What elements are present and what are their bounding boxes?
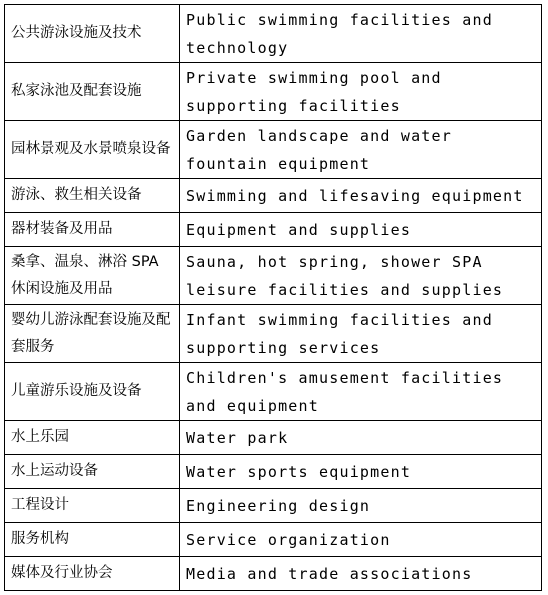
table-row <box>5 489 542 523</box>
category-english: Water park <box>180 421 542 455</box>
category-english: Water sports equipment <box>180 455 542 489</box>
category-english: Private swimming pool and supporting facilities <box>180 63 542 121</box>
table-row <box>5 421 542 455</box>
category-chinese: 园林景观及水景喷泉设备 <box>5 121 180 179</box>
category-chinese: 公共游泳设施及技术 <box>5 5 180 63</box>
category-english: Service organization <box>180 523 542 557</box>
category-english: Infant swimming facilities and supporting services <box>180 305 542 363</box>
category-chinese: 私家泳池及配套设施 <box>5 63 180 121</box>
category-english: Media and trade associations <box>180 557 542 591</box>
category-english: Swimming and lifesaving equipment <box>180 179 542 213</box>
table-row <box>5 305 542 363</box>
category-english: Garden landscape and water fountain equipment <box>180 121 542 179</box>
category-english: Engineering design <box>180 489 542 523</box>
category-chinese: 器材装备及用品 <box>5 213 180 247</box>
category-english: Sauna, hot spring, shower SPA leisure facilities and supplies <box>180 247 542 305</box>
table-row <box>5 363 542 421</box>
category-chinese: 儿童游乐设施及设备 <box>5 363 180 421</box>
table-row <box>5 179 542 213</box>
category-chinese: 水上乐园 <box>5 421 180 455</box>
table-row <box>5 247 542 305</box>
category-chinese: 水上运动设备 <box>5 455 180 489</box>
table-row <box>5 5 542 63</box>
category-english: Public swimming facilities and technology <box>180 5 542 63</box>
category-chinese: 婴幼儿游泳配套设施及配套服务 <box>5 305 180 363</box>
category-chinese: 工程设计 <box>5 489 180 523</box>
category-chinese: 桑拿、温泉、淋浴 SPA 休闲设施及用品 <box>5 247 180 305</box>
category-chinese: 游泳、救生相关设备 <box>5 179 180 213</box>
category-chinese: 服务机构 <box>5 523 180 557</box>
table-row <box>5 213 542 247</box>
table-row <box>5 523 542 557</box>
category-english: Equipment and supplies <box>180 213 542 247</box>
category-table <box>4 4 542 591</box>
table-row <box>5 63 542 121</box>
category-english: Children's amusement facilities and equipment <box>180 363 542 421</box>
table-row <box>5 455 542 489</box>
category-chinese: 媒体及行业协会 <box>5 557 180 591</box>
table-row <box>5 557 542 591</box>
table-row <box>5 121 542 179</box>
